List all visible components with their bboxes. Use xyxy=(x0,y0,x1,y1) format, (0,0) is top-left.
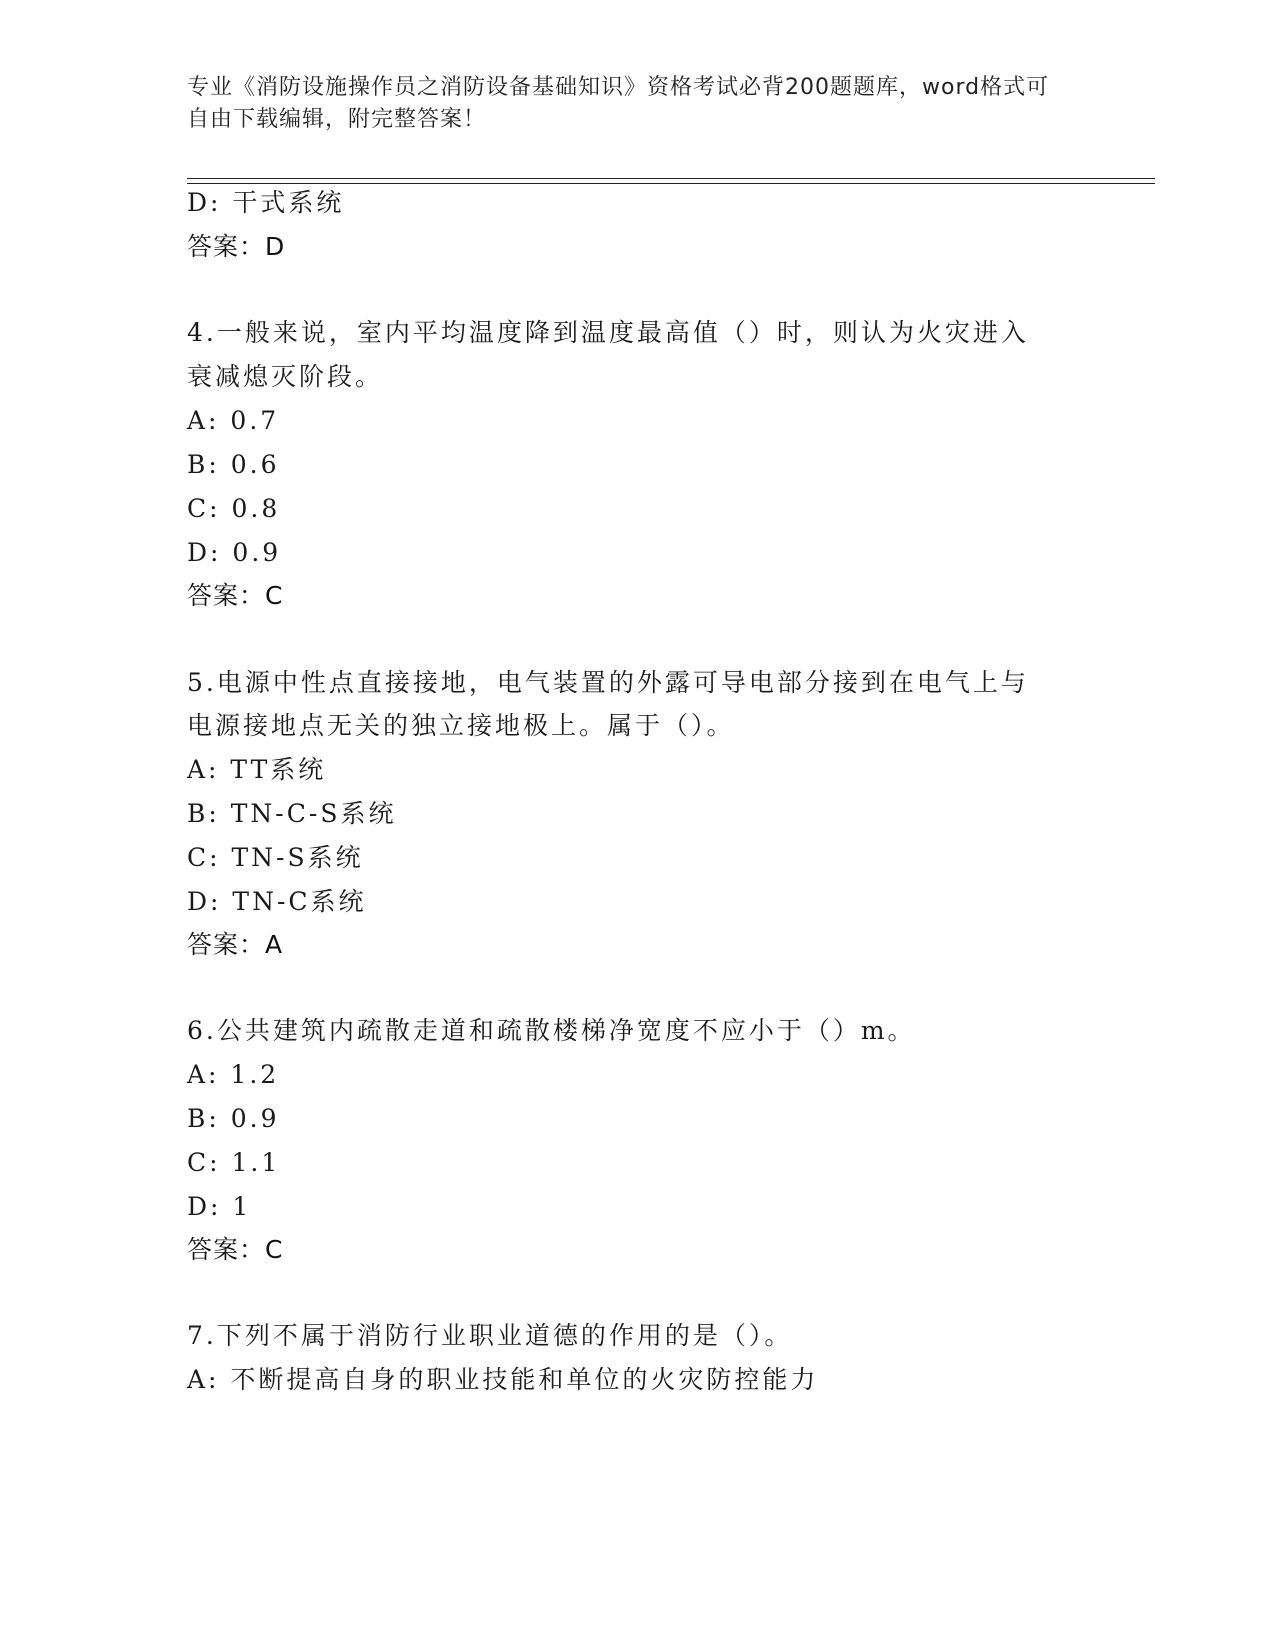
question-stem-line-2: 电源接地点无关的独立接地极上。属于（）。 xyxy=(187,711,735,740)
question-stem-line-2: 衰减熄灭阶段。 xyxy=(187,362,384,391)
option-a: A: 0.7 xyxy=(187,406,280,435)
option-c: C: 0.8 xyxy=(187,494,281,523)
header-title: 专业《消防设施操作员之消防设备基础知识》资格考试必背200题题库，word格式可自由下载编辑，附完整答案！ xyxy=(187,75,1050,132)
question-stem-line-1: 4.一般来说，室内平均温度降到温度最高值（）时，则认为火灾进入 xyxy=(187,318,1029,347)
option-c: C: 1.1 xyxy=(187,1148,281,1177)
header-rule-bottom xyxy=(187,183,1155,184)
option-d: D: 0.9 xyxy=(187,538,282,567)
option-d: D: 1 xyxy=(187,1192,252,1221)
prev-option-d: D: 干式系统 xyxy=(187,188,345,217)
option-a: A: 1.2 xyxy=(187,1060,280,1089)
option-b: B: TN-C-S系统 xyxy=(187,799,397,828)
prev-answer: 答案：D xyxy=(187,232,286,261)
header-rule-top xyxy=(187,178,1155,179)
answer: 答案：C xyxy=(187,581,284,610)
answer: 答案：A xyxy=(187,930,284,959)
option-b: B: 0.6 xyxy=(187,450,280,479)
option-a: A: 不断提高自身的职业技能和单位的火灾防控能力 xyxy=(187,1365,819,1394)
question-stem-line-1: 5.电源中性点直接接地，电气装置的外露可导电部分接到在电气上与 xyxy=(187,668,1029,697)
option-b: B: 0.9 xyxy=(187,1104,280,1133)
option-d: D: TN-C系统 xyxy=(187,887,367,916)
document-header xyxy=(187,72,1067,136)
answer: 答案：C xyxy=(187,1235,284,1264)
question-stem-line-1: 7.下列不属于消防行业职业道德的作用的是（）。 xyxy=(187,1321,793,1350)
option-c: C: TN-S系统 xyxy=(187,843,364,872)
option-a: A: TT系统 xyxy=(187,755,327,784)
question-stem-line-1: 6.公共建筑内疏散走道和疏散楼梯净宽度不应小于（）m。 xyxy=(187,1016,916,1045)
